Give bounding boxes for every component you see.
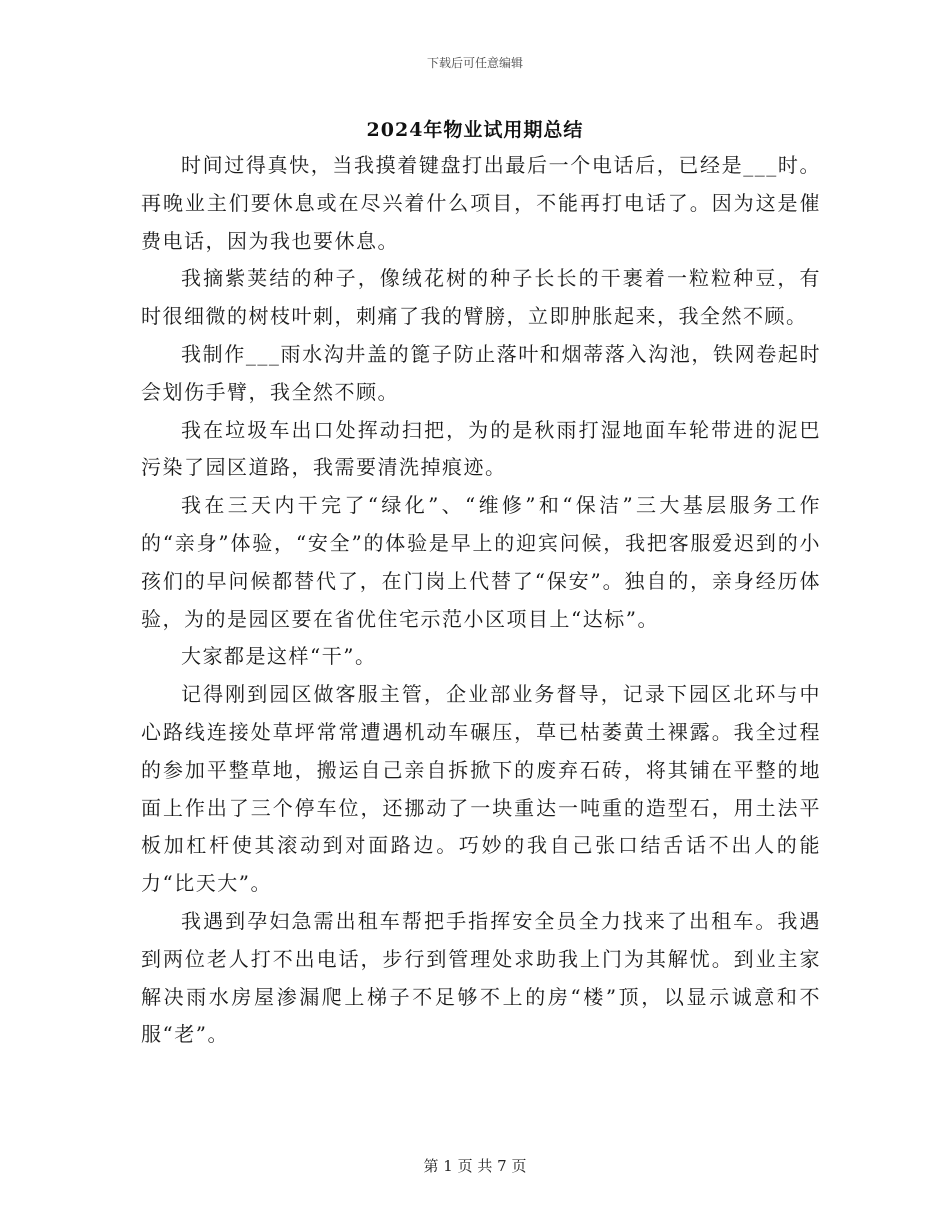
- paragraph: 我摘紫荚结的种子，像绒花树的种子长长的干裹着一粒粒种豆，有时很细微的树枝叶刺，刺痛了我的臂膀，立即肿胀起来，我全然不顾。: [141, 266, 821, 329]
- paragraph: 我制作___雨水沟井盖的篦子防止落叶和烟蒂落入沟池，铁网卷起时会划伤手臂，我全然不顾。: [141, 341, 821, 404]
- paragraph: 我在三天内干完了“绿化”、“维修”和“保洁”三大基层服务工作的“亲身”体验，“安全”的体验是早上的迎宾问候，我把客服爱迟到的小孩们的早问候都替代了，在门岗上代替了“保安”。独自的，亲身经历体验，为的是园区要在省优住宅示范小区项目上“达标”。: [141, 493, 821, 631]
- paragraph: 时间过得真快，当我摸着键盘打出最后一个电话后，已经是___时。再晚业主们要休息或在尽兴着什么项目，不能再打电话了。因为这是催费电话，因为我也要休息。: [141, 153, 821, 253]
- paragraph: 我在垃圾车出口处挥动扫把，为的是秋雨打湿地面车轮带进的泥巴污染了园区道路，我需要清洗掉痕迹。: [141, 417, 821, 480]
- paragraph: 大家都是这样“干”。: [181, 644, 377, 669]
- page-number-footer: 第 1 页 共 7 页: [423, 1157, 527, 1175]
- document-title: 2024年物业试用期总结: [366, 119, 584, 141]
- document-body: [141, 147, 821, 1054]
- header-note: 下载后可任意编辑: [426, 56, 523, 70]
- paragraph: 记得刚到园区做客服主管，企业部业务督导，记录下园区北环与中心路线连接处草坪常常遭遇机动车碾压，草已枯萎黄土裸露。我全过程的参加平整草地，搬运自己亲自拆掀下的废弃石砖，将其铺在平整的地面上作出了三个停车位，还挪动了一块重达一吨重的造型石，用土法平板加杠杆使其滚动到对面路边。巧妙的我自己张口结舌话不出人的能力“比天大”。: [141, 682, 821, 896]
- paragraph: 我遇到孕妇急需出租车帮把手指挥安全员全力找来了出租车。我遇到两位老人打不出电话，步行到管理处求助我上门为其解忧。到业主家解决雨水房屋渗漏爬上梯子不足够不上的房“楼”顶，以显示诚意和不服“老”。: [141, 908, 821, 1047]
